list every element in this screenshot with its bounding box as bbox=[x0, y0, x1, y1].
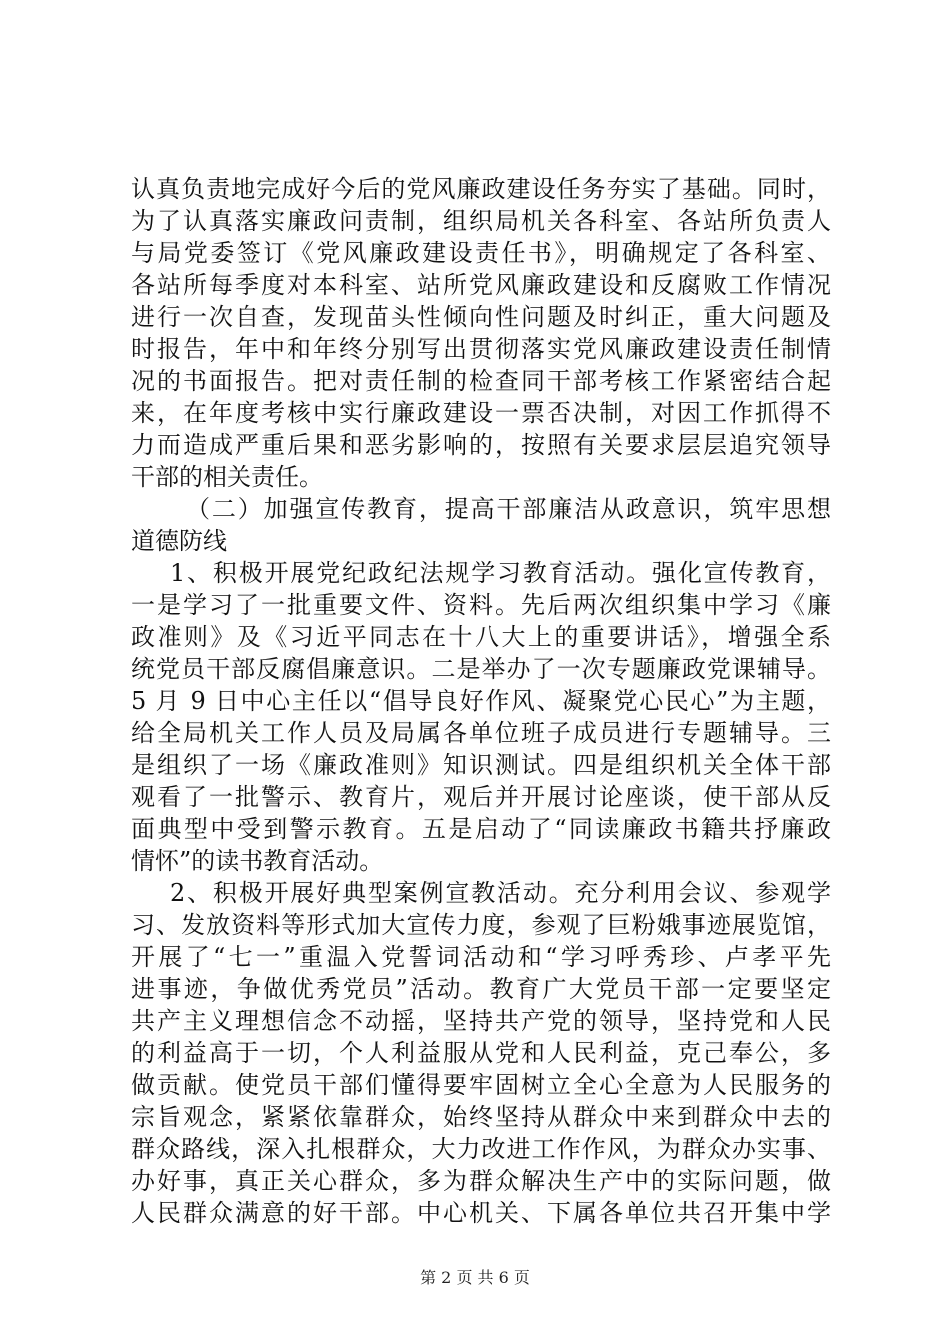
text-line: 面典型中受到警示教育。五是启动了“同读廉政书籍共抒廉政 bbox=[131, 815, 831, 843]
text-line: 与局党委签订《党风廉政建设责任书》，明确规定了各科室、 bbox=[131, 239, 831, 267]
text-line: 一是学习了一批重要文件、资料。先后两次组织集中学习《廉 bbox=[131, 591, 831, 619]
text-line: 情怀”的读书教育活动。 bbox=[131, 847, 384, 875]
text-line: 为了认真落实廉政问责制，组织局机关各科室、各站所负责人 bbox=[131, 207, 831, 235]
text-line: 况的书面报告。把对责任制的检查同干部考核工作紧密结合起 bbox=[131, 367, 831, 395]
text-line: 群众路线，深入扎根群众，大力改进工作作风，为群众办实事、 bbox=[131, 1135, 831, 1163]
section-heading-continued: 道德防线 bbox=[131, 527, 227, 555]
text-line: 给全局机关工作人员及局属各单位班子成员进行专题辅导。三 bbox=[131, 719, 831, 747]
paragraph-start: 1、积极开展党纪政纪法规学习教育活动。强化宣传教育， bbox=[170, 559, 831, 587]
text-line: 统党员干部反腐倡廉意识。二是举办了一次专题廉政党课辅导。 bbox=[131, 655, 831, 683]
text-line: 做贡献。使党员干部们懂得要牢固树立全心全意为人民服务的 bbox=[131, 1071, 831, 1099]
text-line: 进行一次自查，发现苗头性倾向性问题及时纠正，重大问题及 bbox=[131, 303, 831, 331]
text-line: 认真负责地完成好今后的党风廉政建设任务夯实了基础。同时， bbox=[131, 175, 831, 203]
paragraph-start: 2、积极开展好典型案例宣教活动。充分利用会议、参观学 bbox=[170, 879, 831, 907]
page-footer: 第 2 页 共 6 页 bbox=[420, 1268, 530, 1287]
text-line: 开展了“七一”重温入党誓词活动和“学习呼秀珍、卢孝平先 bbox=[131, 943, 831, 971]
text-line: 干部的相关责任。 bbox=[131, 463, 323, 491]
text-line: 的利益高于一切，个人利益服从党和人民利益，克己奉公，多 bbox=[131, 1039, 831, 1067]
text-line: 习、发放资料等形式加大宣传力度，参观了巨粉娥事迹展览馆， bbox=[131, 911, 831, 939]
text-line: 观看了一批警示、教育片，观后并开展讨论座谈，使干部从反 bbox=[131, 783, 831, 811]
text-line: 宗旨观念，紧紧依靠群众，始终坚持从群众中来到群众中去的 bbox=[131, 1103, 831, 1131]
text-line: 进事迹，争做优秀党员”活动。教育广大党员干部一定要坚定 bbox=[131, 975, 831, 1003]
section-heading: （二）加强宣传教育，提高干部廉洁从政意识，筑牢思想 bbox=[186, 495, 831, 523]
text-line: 政准则》及《习近平同志在十八大上的重要讲话》，增强全系 bbox=[131, 623, 831, 651]
text-line: 是组织了一场《廉政准则》知识测试。四是组织机关全体干部 bbox=[131, 751, 831, 779]
text-line: 来，在年度考核中实行廉政建设一票否决制，对因工作抓得不 bbox=[131, 399, 831, 427]
text-line: 5 月 9 日中心主任以“倡导良好作风、凝聚党心民心”为主题， bbox=[131, 687, 831, 715]
text-line: 共产主义理想信念不动摇，坚持共产党的领导，坚持党和人民 bbox=[131, 1007, 831, 1035]
text-line: 力而造成严重后果和恶劣影响的，按照有关要求层层追究领导 bbox=[131, 431, 831, 459]
text-line: 各站所每季度对本科室、站所党风廉政建设和反腐败工作情况 bbox=[131, 271, 831, 299]
text-line: 办好事，真正关心群众，多为群众解决生产中的实际问题，做 bbox=[131, 1167, 831, 1195]
text-line: 人民群众满意的好干部。中心机关、下属各单位共召开集中学 bbox=[131, 1199, 831, 1227]
text-line: 时报告，年中和年终分别写出贯彻落实党风廉政建设责任制情 bbox=[131, 335, 831, 363]
